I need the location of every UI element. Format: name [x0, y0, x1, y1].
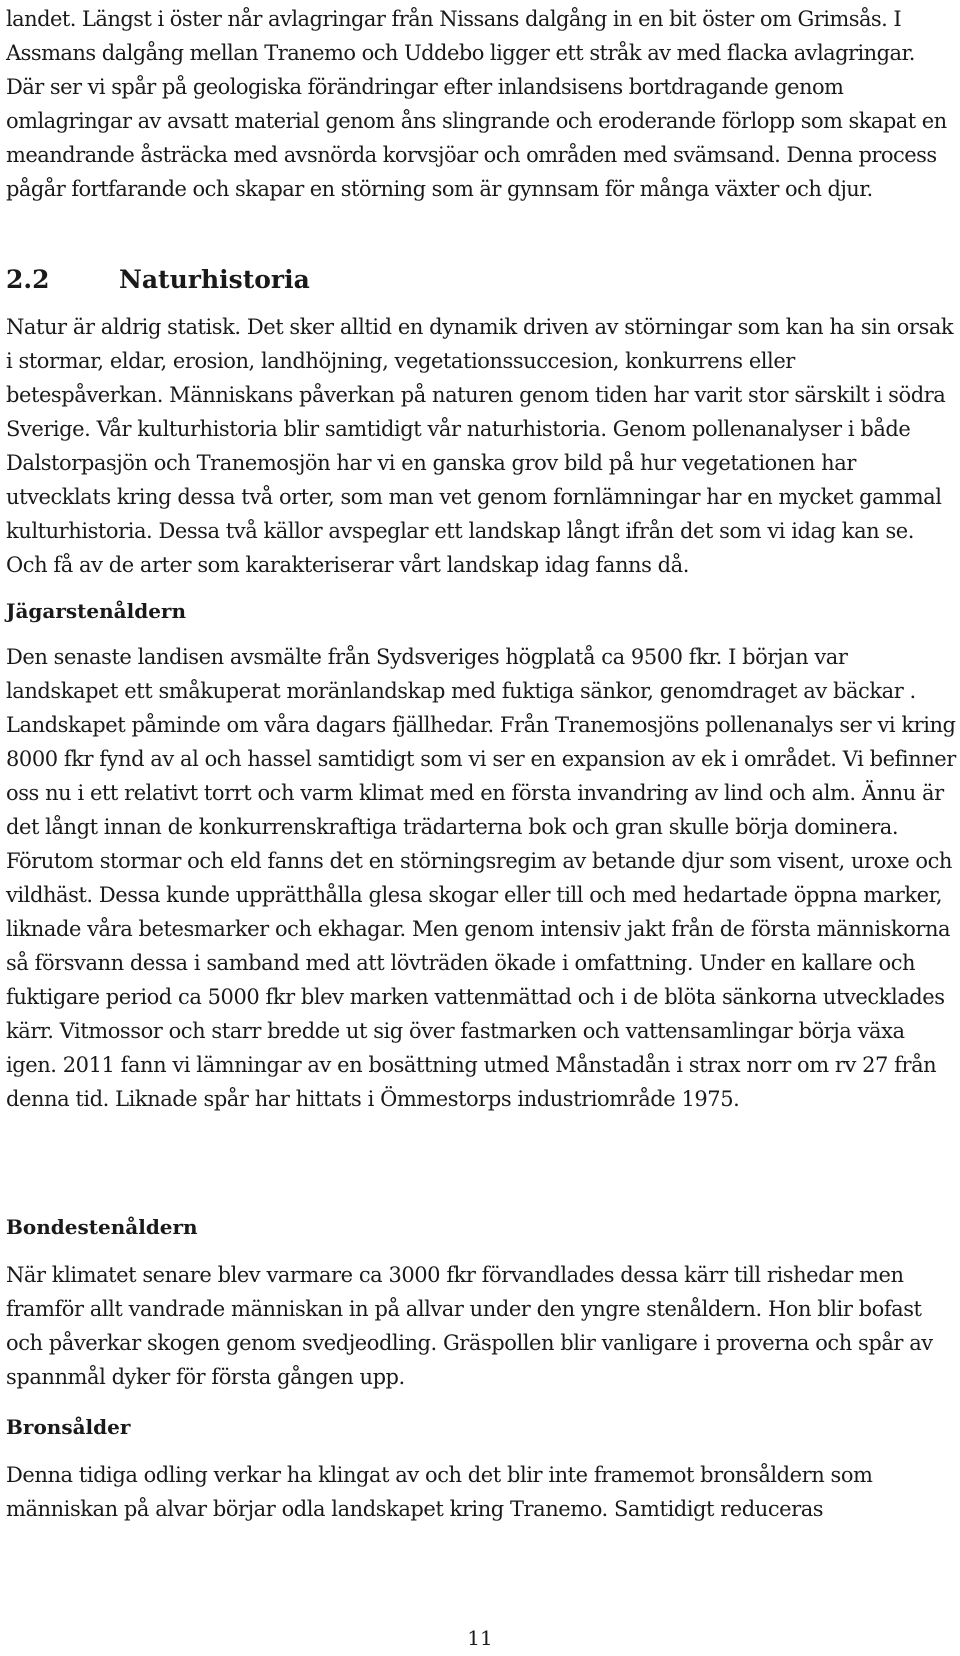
paragraph-jagarstenaldern: Den senaste landisen avsmälte från Sydsveriges högplatå ca 9500 fkr. I början var landskapet ett småkuperat moränlandskap med fuktiga sänkor, genomdraget av bäckar . Landskapet påminde om våra dagars fjällhedar. Från Tranemosjöns pollenanalys ser vi kring 8000 fkr fynd av al och hassel samtidigt som vi ser en expansion av ek i området. Vi befinner oss nu i ett relativt torrt och varm klimat med en första invandring av lind och alm. Ännu är det långt innan de konkurrenskraftiga trädarterna bok och gran skulle börja dominera. Förutom stormar och eld fanns det en störningsregim av betande djur som visent, uroxe och vildhäst. Dessa kunde upprätthålla glesa skogar eller till och med hedartade öppna marker, liknade våra betesmarker och ekhagar. Men genom intensiv jakt från de första människorna så försvann dessa i samband med att lövträden ökade i omfattning. Under en kallare och fuktigare period ca 5000 fkr blev marken vattenmättad och i de blöta sänkorna utvecklades kärr. Vitmossor och starr bredde ut sig över fastmarken och vattensamlingar börja växa igen. 2011 fann vi lämningar av en bosättning utmed Månstadån i strax norr om rv 27 från denna tid. Liknade spår har hittats i Ömmestorps industriområde 1975. — [6, 645, 956, 1111]
subheading-jagarstenaldern: Jägarstenåldern — [6, 599, 187, 623]
subheading-bronsalder: Bronsålder — [6, 1415, 131, 1439]
section-heading — [6, 262, 310, 298]
section-title: Naturhistoria — [119, 265, 310, 294]
paragraph-natural-history: Natur är aldrig statisk. Det sker alltid en dynamik driven av störningar som kan ha sin orsak i stormar, eldar, erosion, landhöjning, vegetationssuccesion, konkurrens eller betespåverkan. Människans påverkan på naturen genom tiden har varit stor särskilt i södra Sverige. Vår kulturhistoria blir samtidigt vår naturhistoria. Genom pollenanalyser i både Dalstorpasjön och Tranemosjön har vi en ganska grov bild på hur vegetationen har utvecklats kring dessa två orter, som man vet genom fornlämningar har en mycket gammal kulturhistoria. Dessa två källor avspeglar ett landskap långt ifrån det som vi idag kan se. Och få av de arter som karakteriserar vårt landskap idag fanns då. — [6, 315, 954, 577]
paragraph-bondestenaldern: När klimatet senare blev varmare ca 3000 fkr förvandlades dessa kärr till rishedar men framför allt vandrade människan in på allvar under den yngre stenåldern. Hon blir bofast och påverkar skogen genom svedjeodling. Gräspollen blir vanligare i proverna och spår av spannmål dyker för första gången upp. — [6, 1263, 933, 1389]
section-number: 2.2 — [6, 265, 50, 294]
subheading-bondestenaldern: Bondestenåldern — [6, 1215, 198, 1239]
paragraph-bronsalder: Denna tidiga odling verkar ha klingat av och det blir inte framemot bronsåldern som människan på alvar börjar odla landskapet kring Tranemo. Samtidigt reduceras — [6, 1463, 873, 1521]
page-number: 11 — [467, 1626, 493, 1650]
paragraph-geology: landet. Längst i öster når avlagringar från Nissans dalgång in en bit öster om Grimsås. I Assmans dalgång mellan Tranemo och Uddebo ligger ett stråk av med flacka avlagringar. Där ser vi spår på geologiska förändringar efter inlandsisens bortdragande genom omlagringar av avsatt material genom åns slingrande och eroderande förlopp som skapat en meandrande åsträcka med avsnörda korvsjöar och områden med svämsand. Denna process pågår fortfarande och skapar en störning som är gynnsam för många växter och djur. — [6, 7, 947, 201]
